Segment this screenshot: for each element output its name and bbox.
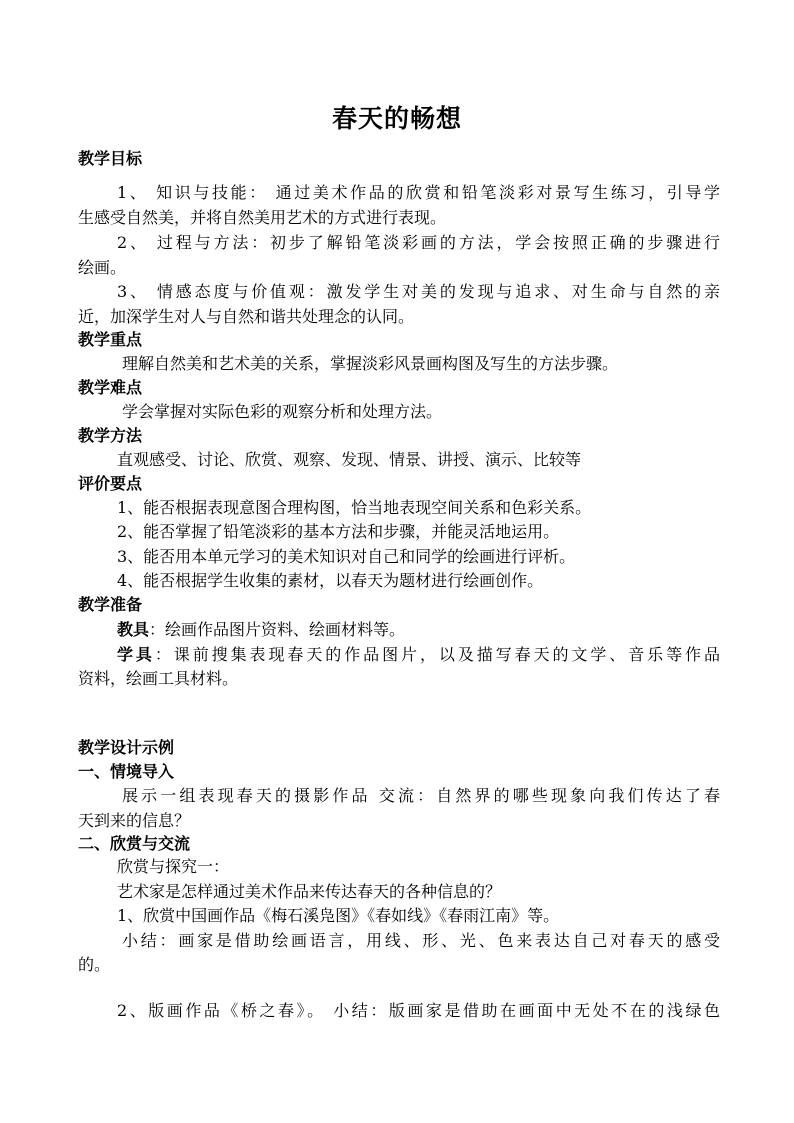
summary-1-line-1: 小结：画家是借助绘画语言，用线、形、光、色来表达自己对春天的感受 [122, 931, 720, 950]
section-1-line-2: 天到来的信息？ [78, 811, 191, 830]
evaluation-heading: 评价要点 [78, 474, 143, 493]
evaluation-item-1: 1、能否根据表现意图合理构图，恰当地表现空间关系和色彩关系。 [117, 498, 592, 517]
key-points-text: 理解自然美和艺术美的关系，掌握淡彩风景画构图及写生的方法步骤。 [122, 354, 619, 373]
appreciation-item-1: 1、欣赏中国画作品《梅石溪凫图》《春如线》《春雨江南》等。 [117, 906, 560, 925]
objective-2-line-2: 绘画。 [78, 258, 127, 277]
section-2-heading: 二、欣赏与交流 [78, 834, 191, 853]
teacher-materials-label: 教具 [117, 620, 150, 639]
student-materials-line-2: 资料，绘画工具材料。 [78, 669, 239, 688]
student-materials-text: ：课前搜集表现春天的作品图片，以及描写春天的文学、音乐等作品 [154, 645, 720, 664]
objectives-heading: 教学目标 [78, 149, 143, 168]
objective-3-line-2: 近，加深学生对人与自然和谐共处理念的认同。 [78, 307, 415, 326]
objective-1-line-1: 1、 知识与技能： 通过美术作品的欣赏和铅笔淡彩对景写生练习，引导学 [117, 183, 720, 202]
methods-text: 直观感受、讨论、欣赏、观察、发现、情景、讲授、演示、比较等 [117, 450, 582, 469]
objective-1-line-2: 生感受自然美，并将自然美用艺术的方式进行表现。 [78, 208, 447, 227]
objective-3-line-1: 3、 情感态度与价值观：激发学生对美的发现与追求、对生命与自然的亲 [117, 282, 720, 301]
design-heading: 教学设计示例 [78, 738, 175, 757]
appreciation-item-2: 2、版画作品《桥之春》。 小结：版画家是借助在画面中无处不在的浅绿色 [117, 1001, 720, 1020]
difficulties-text: 学会掌握对实际色彩的观察分析和处理方法。 [122, 402, 443, 421]
teacher-materials [117, 619, 405, 641]
key-points-heading: 教学重点 [78, 330, 143, 349]
evaluation-item-3: 3、能否用本单元学习的美术知识对自己和同学的绘画进行评析。 [117, 547, 576, 566]
section-1-heading: 一、情境导入 [78, 762, 175, 781]
explore-question: 艺术家是怎样通过美术作品来传达春天的各种信息的？ [117, 882, 502, 901]
teacher-materials-text: ：绘画作品图片资料、绘画材料等。 [149, 620, 406, 639]
evaluation-item-4: 4、能否根据学生收集的素材，以春天为题材进行绘画创作。 [117, 571, 544, 590]
evaluation-item-2: 2、能否掌握了铅笔淡彩的基本方法和步骤，并能灵活地运用。 [117, 522, 560, 541]
section-1-line-1: 展示一组表现春天的摄影作品 交流：自然界的哪些现象向我们传达了春 [122, 786, 720, 805]
document-title: 春天的畅想 [331, 104, 462, 133]
student-materials-label: 学具 [117, 645, 155, 664]
methods-heading: 教学方法 [78, 426, 143, 445]
difficulties-heading: 教学难点 [78, 378, 143, 397]
explore-label: 欣赏与探究一： [117, 857, 230, 876]
student-materials-line-1 [117, 644, 720, 666]
summary-1-line-2: 的。 [78, 955, 111, 974]
preparation-heading: 教学准备 [78, 595, 143, 614]
objective-2-line-1: 2、 过程与方法：初步了解铅笔淡彩画的方法，学会按照正确的步骤进行 [117, 233, 720, 252]
